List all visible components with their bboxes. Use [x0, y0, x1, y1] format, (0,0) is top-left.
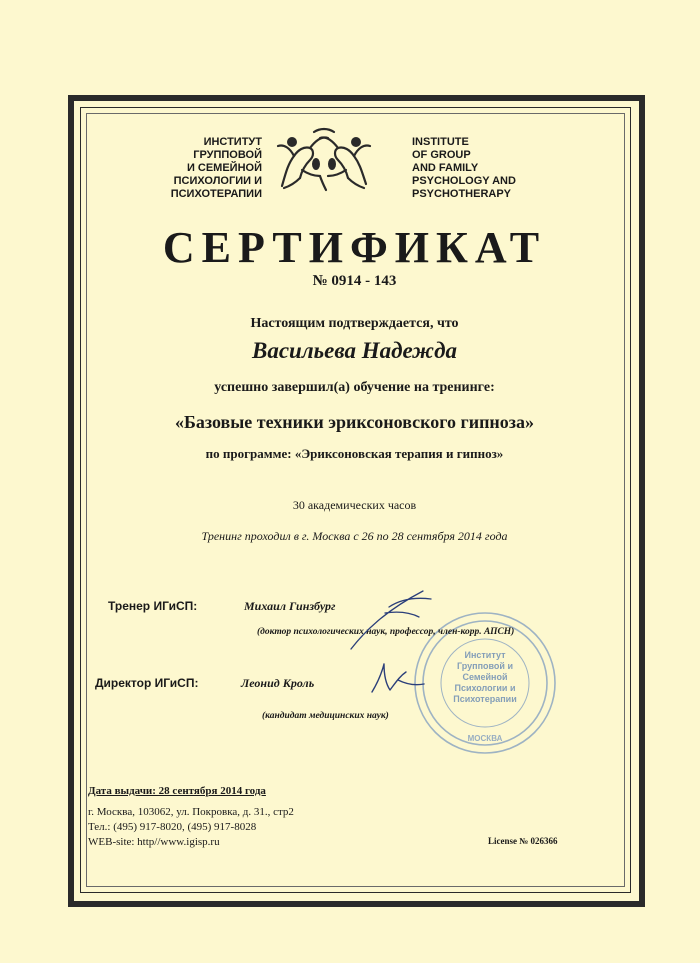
certificate-title: СЕРТИФИКАТ — [162, 223, 547, 272]
recipient-name: Васильева Надежда — [252, 338, 457, 363]
stamp-city: МОСКВА — [467, 734, 503, 743]
website: WEB-site: http//www.igisp.ru — [88, 836, 220, 848]
figures-logo-icon — [268, 126, 380, 192]
institute-name-en: INSTITUTE OF GROUP AND FAMILY PSYCHOLOGY AND PSYCHOTHERAPY — [412, 136, 516, 200]
license-number: License № 026366 — [488, 836, 558, 846]
stamp-text: Институт Групповой и Семейной Психологии и Психотерапии — [453, 650, 517, 704]
trainer-title: (доктор психологических наук, профессор, член-корр. АПСН) — [257, 627, 515, 637]
director-title: (кандидат медицинских наук) — [262, 711, 389, 721]
program-title: по программе: «Эриксоновская терапия и гипноз» — [205, 446, 504, 461]
training-place-dates: Тренинг проходил в г. Москва с 26 по 28 сентября 2014 года — [201, 529, 508, 543]
address: г. Москва, 103062, ул. Покровка, д. 31., стр2 — [88, 806, 294, 818]
issue-date: Дата выдачи: 28 сентября 2014 года — [88, 785, 266, 797]
phone: Тел.: (495) 917-8020, (495) 917-8028 — [88, 821, 257, 833]
course-title: «Базовые техники эриксоновского гипноза» — [174, 412, 535, 432]
director-label: Директор ИГиСП: — [95, 676, 199, 690]
confirm-text: Настоящим подтверждается, что — [250, 316, 459, 331]
trainer-name: Михаил Гинзбург — [244, 599, 336, 613]
trainer-label: Тренер ИГиСП: — [108, 599, 198, 613]
certificate-number: № 0914 - 143 — [312, 273, 397, 289]
institute-name-ru: ИНСТИТУТ ГРУППОВОЙ И СЕМЕЙНОЙ ПСИХОЛОГИИ И ПСИХОТЕРАПИИ — [170, 136, 262, 200]
academic-hours: 30 академических часов — [292, 498, 417, 512]
director-signature — [368, 660, 428, 696]
trainer-signature — [345, 585, 435, 655]
completed-text: успешно завершил(а) обучение на тренинге: — [214, 380, 495, 395]
director-name: Леонид Кроль — [241, 676, 315, 690]
